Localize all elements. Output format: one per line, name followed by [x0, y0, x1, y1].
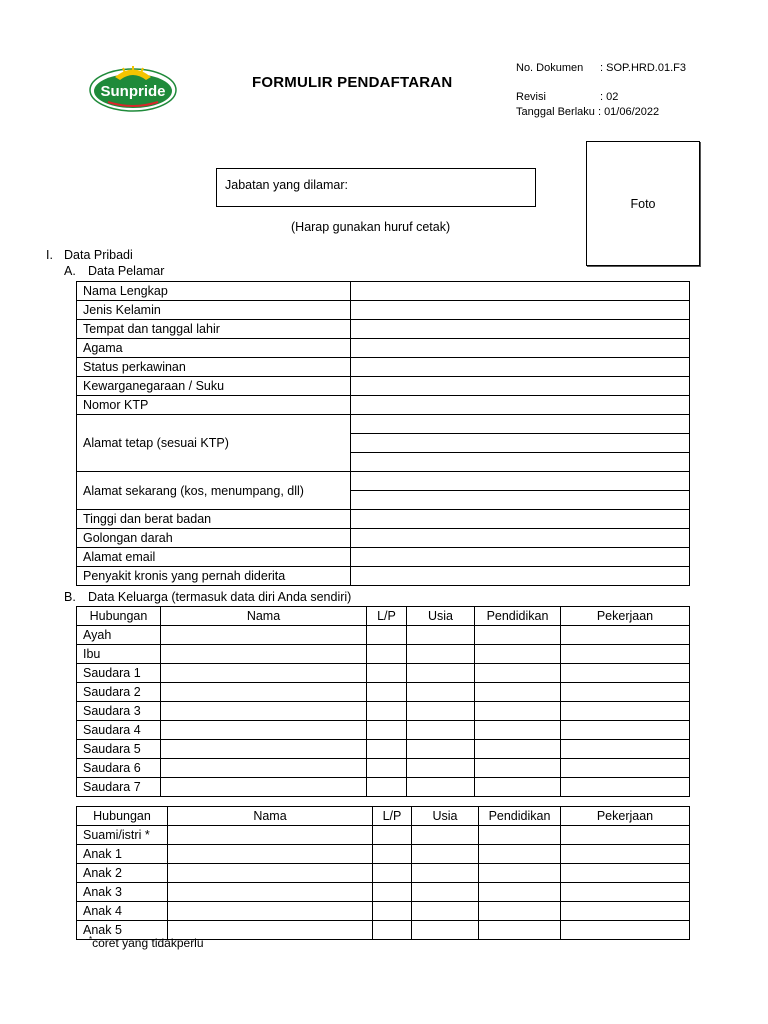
input-cell[interactable] — [479, 883, 561, 902]
row-label: Golongan darah — [77, 529, 351, 548]
table-row — [77, 339, 690, 358]
input-cell[interactable] — [475, 664, 561, 683]
input-cell[interactable] — [479, 921, 561, 940]
table-row — [77, 702, 690, 721]
effective-date — [516, 105, 659, 119]
input-cell[interactable] — [367, 645, 407, 664]
revision-value: : 02 — [600, 91, 619, 103]
input-cell[interactable] — [351, 301, 690, 320]
table-row — [77, 883, 690, 902]
table-row — [77, 472, 690, 491]
row-label: Tinggi dan berat badan — [77, 510, 351, 529]
input-cell[interactable] — [475, 759, 561, 778]
position-applied-label: Jabatan yang dilamar: — [225, 178, 348, 192]
doc-number — [516, 61, 686, 75]
footnote — [89, 935, 204, 950]
row-label: Jenis Kelamin — [77, 301, 351, 320]
input-cell[interactable] — [561, 664, 690, 683]
input-cell[interactable] — [168, 845, 373, 864]
input-cell[interactable] — [561, 721, 690, 740]
relation-label: Saudara 7 — [77, 778, 161, 797]
input-cell[interactable] — [561, 902, 690, 921]
input-cell[interactable] — [412, 902, 479, 921]
col-header-age: Usia — [407, 607, 475, 626]
input-cell[interactable] — [351, 320, 690, 339]
input-cell[interactable] — [168, 826, 373, 845]
footnote-mark: * — [89, 935, 93, 944]
input-cell[interactable] — [561, 740, 690, 759]
input-cell[interactable] — [561, 683, 690, 702]
relation-label: Ibu — [77, 645, 161, 664]
table-row — [77, 683, 690, 702]
section-1-title: Data Pribadi — [64, 248, 133, 262]
doc-number-label: No. Dokumen — [516, 62, 584, 74]
relation-label: Saudara 1 — [77, 664, 161, 683]
input-cell[interactable] — [561, 702, 690, 721]
relation-label: Saudara 3 — [77, 702, 161, 721]
table-row — [77, 626, 690, 645]
position-applied-field[interactable] — [216, 168, 536, 207]
section-b-title: Data Keluarga (termasuk data diri Anda sendiri) — [88, 590, 352, 604]
input-cell[interactable] — [407, 721, 475, 740]
input-cell[interactable] — [475, 683, 561, 702]
relation-label: Anak 1 — [77, 845, 168, 864]
input-cell[interactable] — [561, 626, 690, 645]
form-title: FORMULIR PENDAFTARAN — [252, 74, 453, 91]
table-row — [77, 548, 690, 567]
row-label: Alamat tetap (sesuai KTP) — [77, 415, 351, 472]
input-cell[interactable] — [561, 826, 690, 845]
input-cell[interactable] — [373, 921, 412, 940]
input-cell[interactable] — [168, 864, 373, 883]
input-cell[interactable] — [407, 626, 475, 645]
input-cell[interactable] — [351, 548, 690, 567]
col-header-name: Nama — [168, 807, 373, 826]
input-cell[interactable] — [407, 645, 475, 664]
input-cell[interactable] — [475, 740, 561, 759]
input-cell[interactable] — [161, 759, 367, 778]
revision-label: Revisi — [516, 91, 546, 103]
section-a-title: Data Pelamar — [88, 264, 165, 278]
table-row — [77, 902, 690, 921]
col-header-education: Pendidikan — [479, 807, 561, 826]
effective-date-label: Tanggal Berlaku — [516, 106, 595, 118]
relation-label: Anak 4 — [77, 902, 168, 921]
input-cell[interactable] — [168, 902, 373, 921]
section-1-number: I. — [46, 248, 53, 262]
relation-label: Ayah — [77, 626, 161, 645]
input-cell[interactable] — [161, 645, 367, 664]
row-label: Kewarganegaraan / Suku — [77, 377, 351, 396]
relation-label: Saudara 6 — [77, 759, 161, 778]
table-row — [77, 377, 690, 396]
doc-number-value: : SOP.HRD.01.F3 — [600, 62, 686, 74]
row-label: Penyakit kronis yang pernah diderita — [77, 567, 351, 586]
input-cell[interactable] — [351, 510, 690, 529]
input-cell[interactable] — [161, 702, 367, 721]
table-row — [77, 778, 690, 797]
input-cell[interactable] — [475, 626, 561, 645]
input-cell[interactable] — [479, 845, 561, 864]
input-cell[interactable] — [367, 759, 407, 778]
input-cell[interactable] — [407, 740, 475, 759]
table-row — [77, 864, 690, 883]
input-cell[interactable] — [351, 472, 690, 491]
relation-label: Anak 5 — [77, 921, 168, 940]
table-row — [77, 396, 690, 415]
input-cell[interactable] — [373, 902, 412, 921]
input-cell[interactable] — [161, 721, 367, 740]
effective-date-value: : 01/06/2022 — [597, 106, 660, 118]
input-cell[interactable] — [168, 883, 373, 902]
input-cell[interactable] — [412, 845, 479, 864]
relation-label: Anak 3 — [77, 883, 168, 902]
table-row — [77, 664, 690, 683]
col-header-gender: L/P — [373, 807, 412, 826]
row-label: Alamat email — [77, 548, 351, 567]
input-cell[interactable] — [351, 434, 690, 453]
input-cell[interactable] — [351, 453, 690, 472]
table-row — [77, 740, 690, 759]
input-cell[interactable] — [161, 740, 367, 759]
input-cell[interactable] — [561, 845, 690, 864]
input-cell[interactable] — [367, 740, 407, 759]
col-header-name: Nama — [161, 607, 367, 626]
input-cell[interactable] — [412, 826, 479, 845]
relation-label: Saudara 5 — [77, 740, 161, 759]
input-cell[interactable] — [407, 664, 475, 683]
input-cell[interactable] — [407, 683, 475, 702]
input-cell[interactable] — [407, 778, 475, 797]
col-header-education: Pendidikan — [475, 607, 561, 626]
input-cell[interactable] — [161, 778, 367, 797]
sunpride-logo — [88, 64, 178, 112]
input-cell[interactable] — [351, 396, 690, 415]
relation-label: Anak 2 — [77, 864, 168, 883]
input-cell[interactable] — [351, 491, 690, 510]
input-cell[interactable] — [475, 721, 561, 740]
input-cell[interactable] — [351, 339, 690, 358]
row-label: Alamat sekarang (kos, menumpang, dll) — [77, 472, 351, 510]
col-header-gender: L/P — [367, 607, 407, 626]
row-label: Status perkawinan — [77, 358, 351, 377]
table-row — [77, 320, 690, 339]
table-row — [77, 826, 690, 845]
section-a-number: A. — [64, 264, 76, 278]
table-row — [77, 510, 690, 529]
revision — [516, 90, 618, 104]
input-cell[interactable] — [479, 826, 561, 845]
input-cell[interactable] — [479, 902, 561, 921]
table-row — [77, 358, 690, 377]
photo-label: Foto — [630, 196, 656, 211]
input-cell[interactable] — [367, 778, 407, 797]
row-label: Agama — [77, 339, 351, 358]
print-hint: (Harap gunakan huruf cetak) — [291, 220, 451, 234]
input-cell[interactable] — [373, 845, 412, 864]
input-cell[interactable] — [351, 377, 690, 396]
input-cell[interactable] — [561, 759, 690, 778]
input-cell[interactable] — [407, 702, 475, 721]
col-header-age: Usia — [412, 807, 479, 826]
table-row — [77, 415, 690, 434]
applicant-data-table — [76, 281, 690, 586]
table-row — [77, 567, 690, 586]
row-label: Nama Lengkap — [77, 282, 351, 301]
input-cell[interactable] — [351, 358, 690, 377]
table-row — [77, 759, 690, 778]
input-cell[interactable] — [367, 721, 407, 740]
input-cell[interactable] — [367, 626, 407, 645]
input-cell[interactable] — [412, 921, 479, 940]
input-cell[interactable] — [475, 778, 561, 797]
table-row — [77, 529, 690, 548]
table-header-row — [77, 607, 690, 626]
col-header-occupation: Pekerjaan — [561, 607, 690, 626]
input-cell[interactable] — [561, 921, 690, 940]
table-row — [77, 282, 690, 301]
relation-label: Saudara 2 — [77, 683, 161, 702]
table-header-row — [77, 807, 690, 826]
input-cell[interactable] — [367, 664, 407, 683]
col-header-occupation: Pekerjaan — [561, 807, 690, 826]
input-cell[interactable] — [561, 864, 690, 883]
row-label: Nomor KTP — [77, 396, 351, 415]
relation-label: Saudara 4 — [77, 721, 161, 740]
input-cell[interactable] — [351, 282, 690, 301]
input-cell[interactable] — [161, 626, 367, 645]
input-cell[interactable] — [479, 864, 561, 883]
input-cell[interactable] — [373, 883, 412, 902]
row-label: Tempat dan tanggal lahir — [77, 320, 351, 339]
input-cell[interactable] — [351, 529, 690, 548]
input-cell[interactable] — [351, 567, 690, 586]
input-cell[interactable] — [561, 883, 690, 902]
section-b-number: B. — [64, 590, 76, 604]
input-cell[interactable] — [161, 664, 367, 683]
footnote-text: coret yang tidakperlu — [92, 936, 204, 950]
input-cell[interactable] — [161, 683, 367, 702]
input-cell[interactable] — [412, 864, 479, 883]
input-cell[interactable] — [367, 683, 407, 702]
relation-label: Suami/istri * — [77, 826, 168, 845]
input-cell[interactable] — [351, 415, 690, 434]
table-row — [77, 301, 690, 320]
table-row — [77, 645, 690, 664]
input-cell[interactable] — [407, 759, 475, 778]
family-table-parents-siblings — [76, 606, 690, 797]
input-cell[interactable] — [561, 778, 690, 797]
family-table-spouse-children — [76, 806, 690, 940]
logo-text: Sunpride — [100, 83, 166, 100]
col-header-relation: Hubungan — [77, 807, 168, 826]
input-cell[interactable] — [373, 864, 412, 883]
input-cell[interactable] — [373, 826, 412, 845]
input-cell[interactable] — [561, 645, 690, 664]
table-row — [77, 721, 690, 740]
input-cell[interactable] — [475, 645, 561, 664]
input-cell[interactable] — [412, 883, 479, 902]
table-row — [77, 845, 690, 864]
photo-box — [586, 141, 700, 266]
input-cell[interactable] — [367, 702, 407, 721]
input-cell[interactable] — [475, 702, 561, 721]
col-header-relation: Hubungan — [77, 607, 161, 626]
